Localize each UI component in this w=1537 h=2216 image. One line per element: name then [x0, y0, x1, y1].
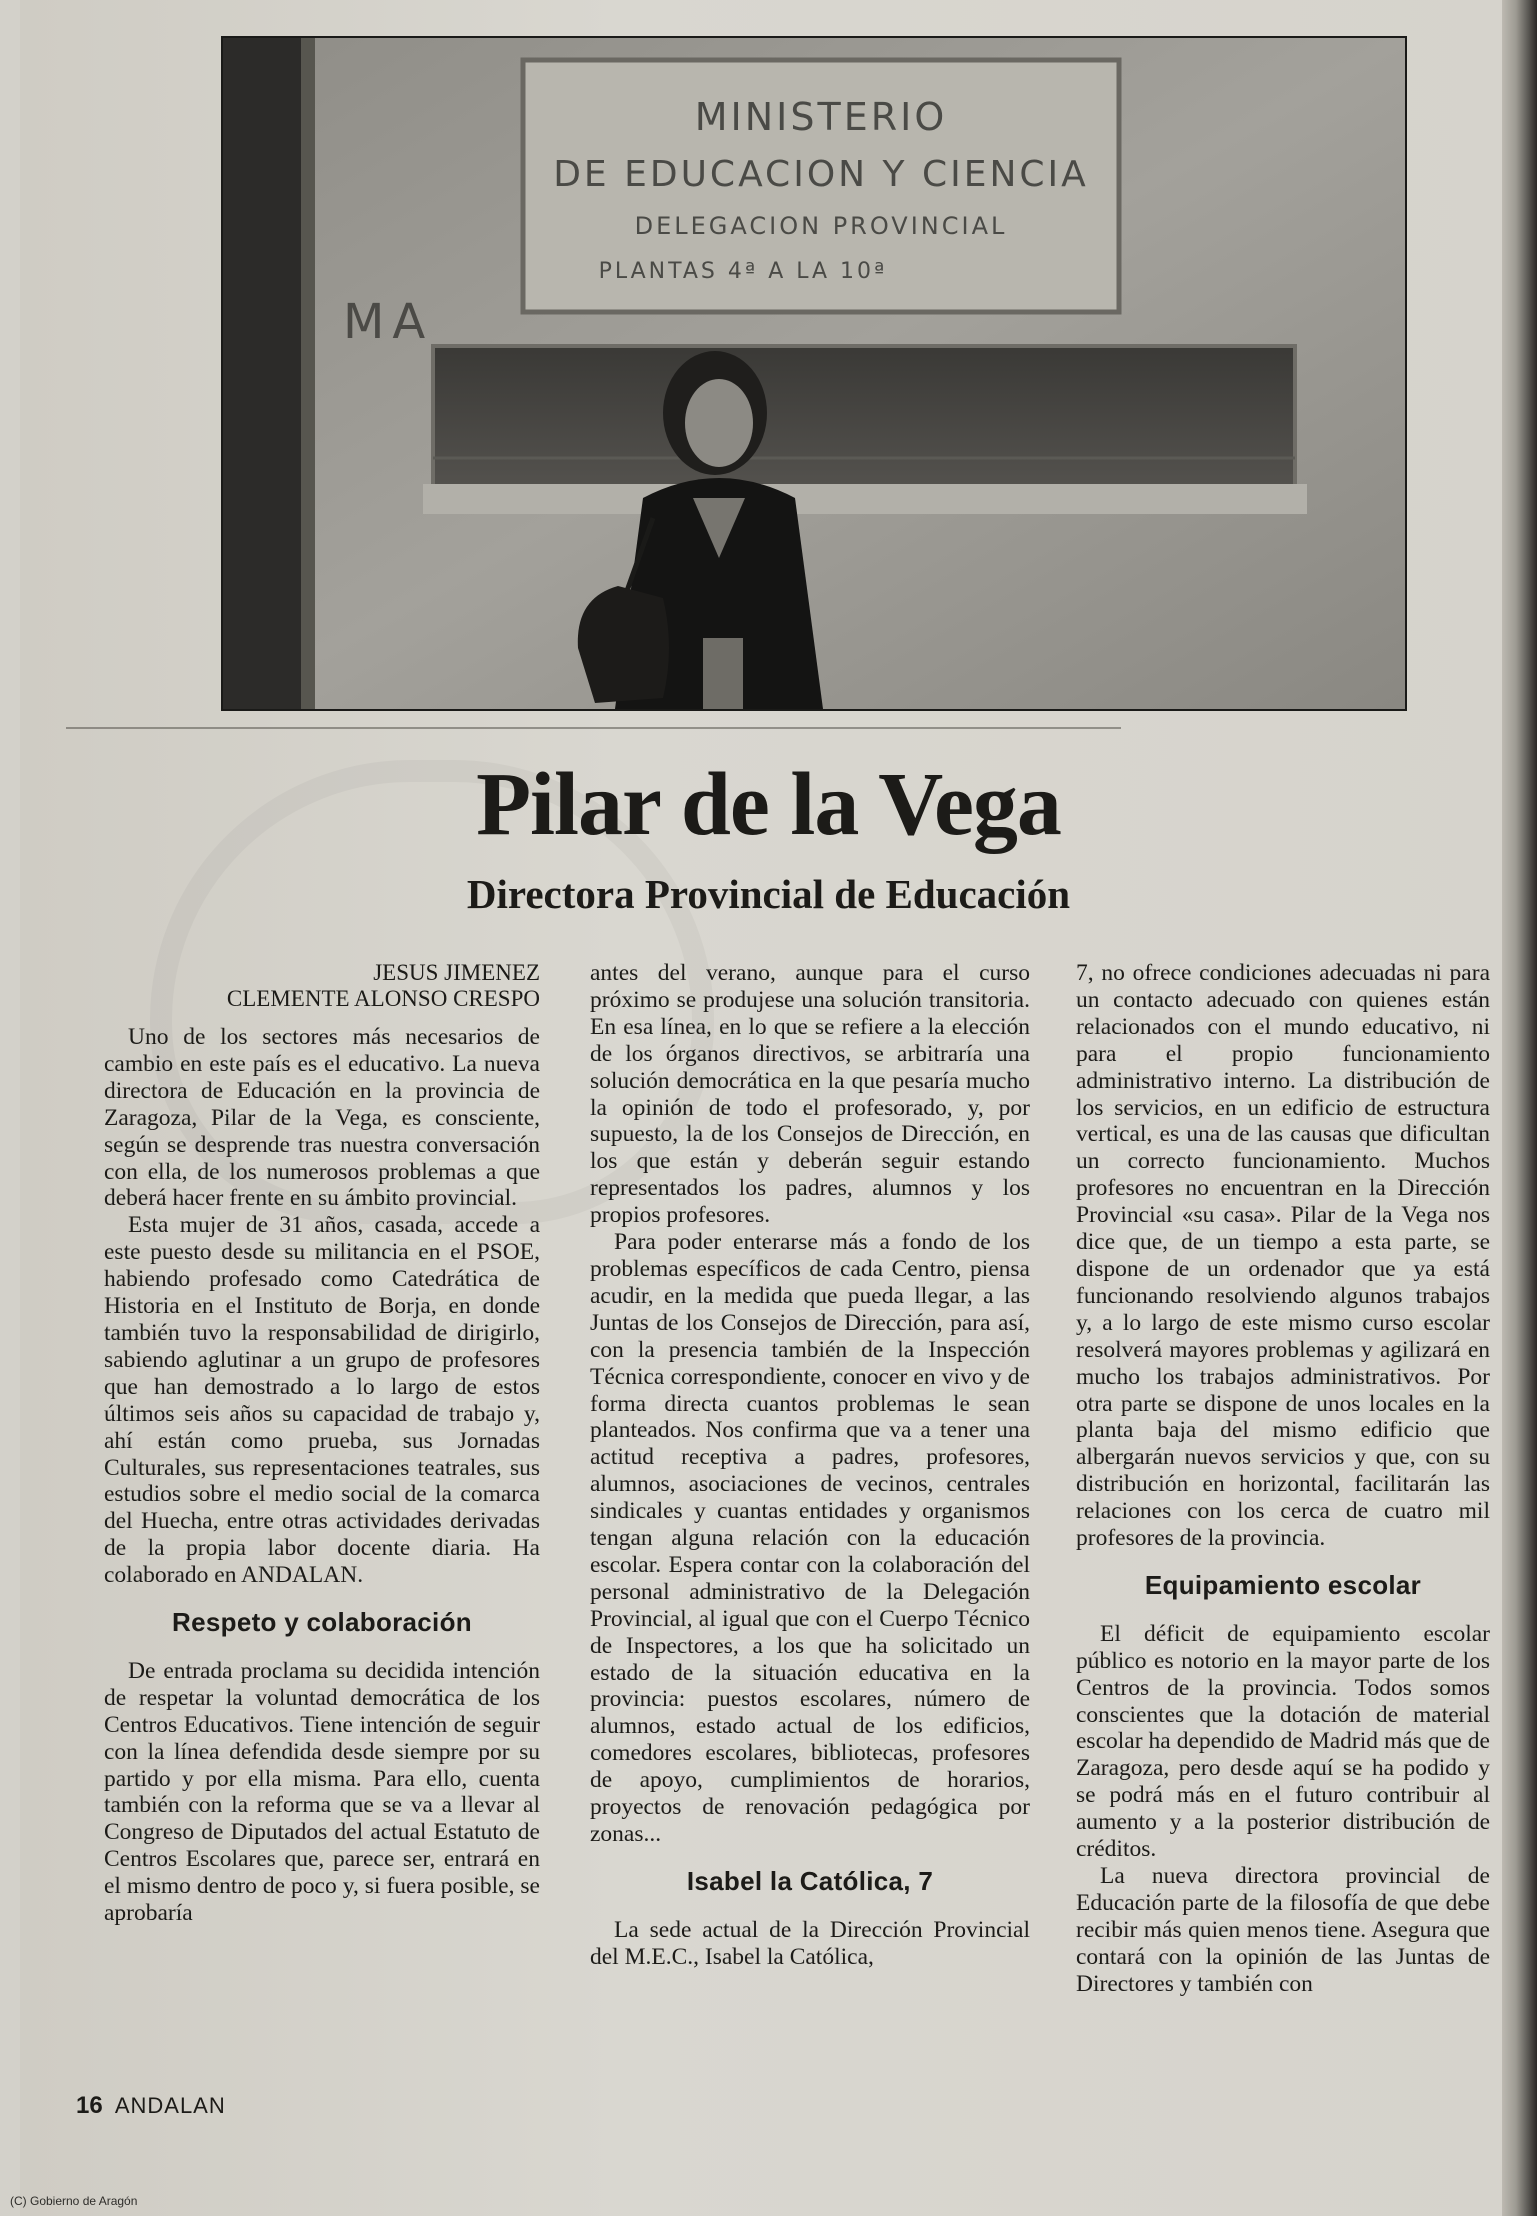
bleed-through-left	[60, 70, 220, 660]
copyright-credit: (C) Gobierno de Aragón	[10, 2194, 138, 2208]
article-column-3	[1076, 960, 1490, 1998]
article-column-1	[104, 960, 540, 1927]
page-footer	[76, 2092, 226, 2120]
paragraph: Para poder enterarse más a fondo de los problemas específicos de cada Centro, piensa acudir, en la medida que pueda llegar, a las Juntas de los Consejos de Dirección, para así, con la presencia también de la Inspección Técnica correspondiente, conocer en vivo y de forma directa cuantos problemas le sean planteados. Nos confirma que va a tener una actitud receptiva a padres, profesores, alumnos, asociaciones de vecinos, centrales sindicales y cuantas entidades y organismos tengan alguna relación con la educación escolar. Espera contar con la colaboración del personal administrativo de la Delegación Provincial, al igual que con el Cuerpo Técnico de Inspectores, a los que ha solicitado un estado de la situación educativa en la provincia: puestos escolares, número de alumnos, estado actual de los edificios, comedores escolares, bibliotecas, profesores de apoyo, cumplimientos de horarios, proyectos de renovación pedagógica por zonas...	[590, 1229, 1030, 1847]
paragraph: 7, no ofrece condiciones adecuadas ni para un contacto adecuado con quienes están relacionados con el mundo educativo, ni para el propio funcionamiento administrativo interno. La distribución de los servicios, en un edificio de estructura vertical, es una de las causas que dificultan un correcto funcionamiento. Muchos profesores no encuentran en la Dirección Provincial «su casa». Pilar de la Vega nos dice que, de un tiempo a esta parte, se dispone de un ordenador que ya está funcionando resolviendo algunos trabajos y, a lo largo de este mismo curso escolar resolverá mayores problemas y agilizará en mucho los trabajos administrativos. Por otra parte se dispone de unos locales en la planta baja del mismo edificio que albergarán nuevos servicios y que, con su distribución en horizontal, facilitarán las relaciones con los cerca de cuatro mil profesores de la provincia.	[1076, 960, 1490, 1552]
section-heading: Isabel la Católica, 7	[686, 1865, 934, 1896]
paragraph: antes del verano, aunque para el curso próximo se produjese una solución transitoria. En esa línea, en lo que se refiere a la elección de los órganos directivos, se arbitraría una solución democrática en la que pesaría mucho la opinión de todo el profesorado, y, por supuesto, la de los Consejos de Dirección, en los que están y deberán seguir estando representados los padres, alumnos y los propios profesores.	[590, 960, 1030, 1229]
portrait-photo	[221, 36, 1407, 711]
paragraph: La nueva directora provincial de Educación parte de la filosofía de que debe recibir más quien menos tiene. Asegura que contará con la opinión de las Juntas de Directores y también con	[1076, 1863, 1490, 1997]
section-heading: Respeto y colaboración	[172, 1607, 472, 1638]
paragraph: De entrada proclama su decidida intención de respetar la voluntad democrática de los Centros Educativos. Tiene intención de seguir con la línea defendida desde siempre por su partido y por ella misma. Para ello, cuenta también con la reforma que se va a llevar al Congreso de Diputados del actual Estatuto de Centros Escolares que, parece ser, entrará en el mismo dentro de poco y, si fuera posible, se aprobaría	[104, 1657, 540, 1927]
page-binding-edge	[1502, 0, 1537, 2216]
wall-graffiti: MA	[343, 294, 434, 350]
sign-text-line4: PLANTAS 4ª A LA 10ª	[598, 259, 888, 284]
section-heading: Equipamiento escolar	[1144, 1569, 1422, 1600]
paragraph: El déficit de equipamiento escolar público es notorio en la mayor parte de los Centros de la provincia. Todos somos conscientes que la dotación de material escolar ha dependido de Madrid más que de Zaragoza, pero desde aquí se ha podido y se podrá más en el futuro contribuir al aumento y a la posterior distribución de créditos.	[1076, 1620, 1490, 1863]
article-headline: Pilar de la Vega	[476, 755, 1061, 854]
sign-text-line1: MINISTERIO	[694, 95, 948, 139]
paragraph: Esta mujer de 31 años, casada, accede a este puesto desde su militancia en el PSOE, habiendo profesado como Catedrática de Historia en el Instituto de Borja, en donde también tuvo la responsabilidad de dirigirlo, sabiendo aglutinar a un grupo de profesores que han demostrado a lo largo de estos últimos seis años su capacidad de trabajo y, ahí están como prueba, sus Jornadas Culturales, sus representaciones teatrales, sus estudios sobre el medio social de la comarca del Huecha, entre otras actividades derivadas de la propia labor docente diaria. Ha colaborado en ANDALAN.	[104, 1212, 540, 1589]
byline-author-1: JESUS JIMENEZ	[373, 960, 540, 985]
byline-author-2: CLEMENTE ALONSO CRESPO	[226, 986, 540, 1011]
magazine-name: ANDALAN	[114, 2093, 226, 2118]
sign-text-line2: DE EDUCACION Y CIENCIA	[553, 154, 1089, 195]
paragraph: La sede actual de la Dirección Provincial del M.E.C., Isabel la Católica,	[590, 1916, 1030, 1970]
page-number: 16	[76, 2092, 103, 2119]
byline	[104, 960, 540, 1012]
article-subheadline: Directora Provincial de Educación	[466, 871, 1071, 917]
separator-rule	[66, 727, 1121, 729]
article-column-2	[590, 960, 1030, 1971]
paragraph: Uno de los sectores más necesarios de cambio en este país es el educativo. La nueva directora de Educación en la provincia de Zaragoza, Pilar de la Vega, es consciente, según se desprende tras nuestra conversación con ella, de los numerosos problemas a que deberá hacer frente en su ámbito provincial.	[104, 1024, 540, 1212]
sign-text-line3: DELEGACION PROVINCIAL	[634, 212, 1008, 240]
